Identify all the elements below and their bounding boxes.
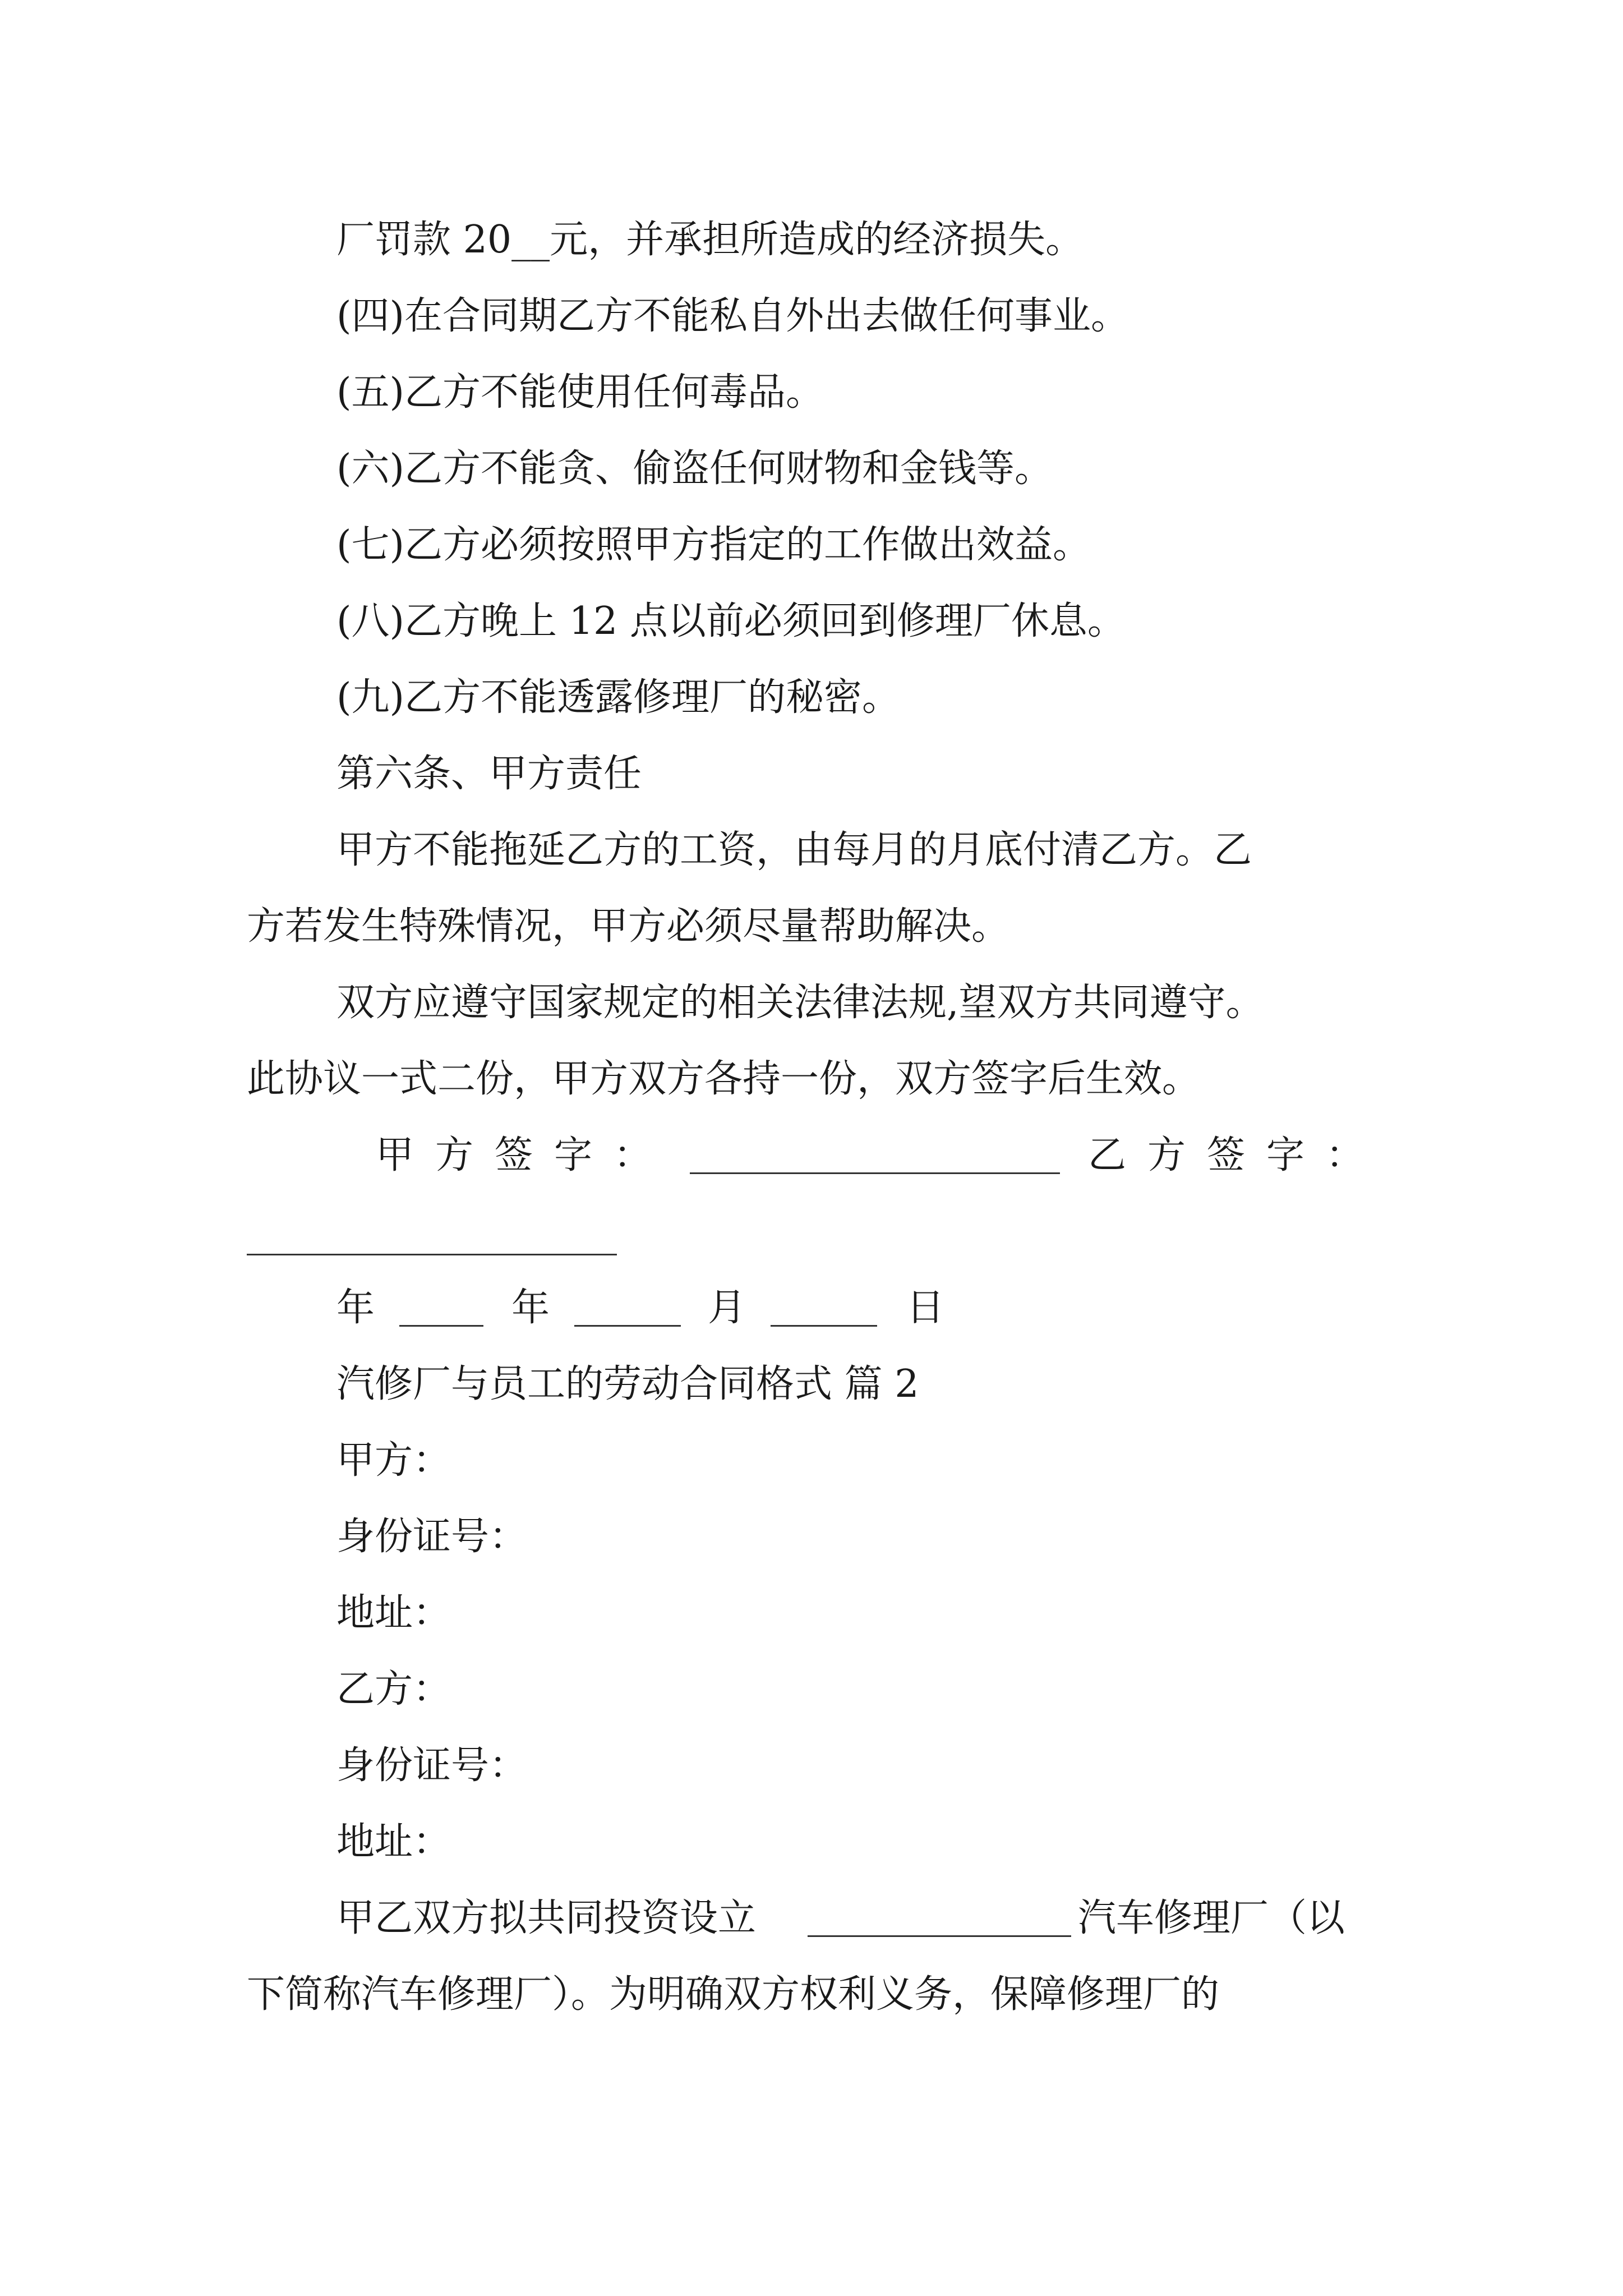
compliance-text: 双方应遵守国家规定的相关法律法规,望双方共同遵守。 xyxy=(336,981,1264,1025)
clause-5: (五)乙方不能使用任何毒品。 xyxy=(336,370,824,415)
party-a-signature-text: 甲方签字： xyxy=(376,1133,674,1177)
clause-6: (六)乙方不能贪、偷盗任何财物和金钱等。 xyxy=(336,447,1053,491)
clause-7: (七)乙方必须按照甲方指定的工作做出效益。 xyxy=(336,523,1091,567)
text-line-fine: 厂罚款 20__元，并承担所造成的经济损失。 xyxy=(336,218,1084,262)
party-b-signature-text: 乙方签字： xyxy=(1088,1133,1386,1177)
party-a-id-label: 身份证号： xyxy=(336,1515,528,1559)
investment-para-line-2: 下简称汽车修理厂）。为明确双方权利义务，保障修理厂的 xyxy=(247,1972,1220,2017)
investment-para-start: 甲乙双方拟共同投资设立 xyxy=(336,1896,757,1940)
date-year: 年 xyxy=(511,1286,550,1330)
date-blank-2 xyxy=(574,1291,681,1327)
party-b-signature-blank xyxy=(247,1220,617,1255)
article-6-text-2: 方若发生特殊情况，甲方必须尽量帮助解决。 xyxy=(247,904,1010,949)
party-a-signature-label xyxy=(376,1133,673,1178)
copies-text: 此协议一式二份，甲方双方各持一份，双方签字后生效。 xyxy=(247,1057,1201,1101)
party-b-id-label: 身份证号： xyxy=(336,1743,528,1788)
party-a-address-label: 地址： xyxy=(336,1591,451,1635)
date-day: 日 xyxy=(906,1286,945,1330)
party-a-label: 甲方： xyxy=(336,1438,451,1483)
party-a-signature-blank xyxy=(690,1139,1060,1174)
date-blank-3 xyxy=(771,1291,877,1327)
clause-8: (八)乙方晚上 12 点以前必须回到修理厂休息。 xyxy=(336,599,1126,643)
date-month: 月 xyxy=(708,1286,746,1330)
party-b-label: 乙方： xyxy=(336,1667,451,1711)
repair-shop-name-blank xyxy=(808,1902,1071,1937)
date-year-prefix: 年 xyxy=(336,1286,375,1330)
clause-4: (四)在合同期乙方不能私自外出去做任何事业。 xyxy=(336,294,1129,338)
party-b-address-label: 地址： xyxy=(336,1820,451,1864)
article-6-heading: 第六条、甲方责任 xyxy=(336,752,642,796)
article-6-text-1: 甲方不能拖延乙方的工资，由每月的月底付清乙方。乙 xyxy=(336,828,1252,872)
date-blank-1 xyxy=(399,1291,483,1327)
section-2-heading: 汽修厂与员工的劳动合同格式 篇 2 xyxy=(336,1362,919,1406)
investment-para-end: 汽车修理厂（以 xyxy=(1078,1896,1345,1940)
party-b-signature-label xyxy=(1088,1133,1385,1178)
clause-9: (九)乙方不能透露修理厂的秘密。 xyxy=(336,675,901,720)
